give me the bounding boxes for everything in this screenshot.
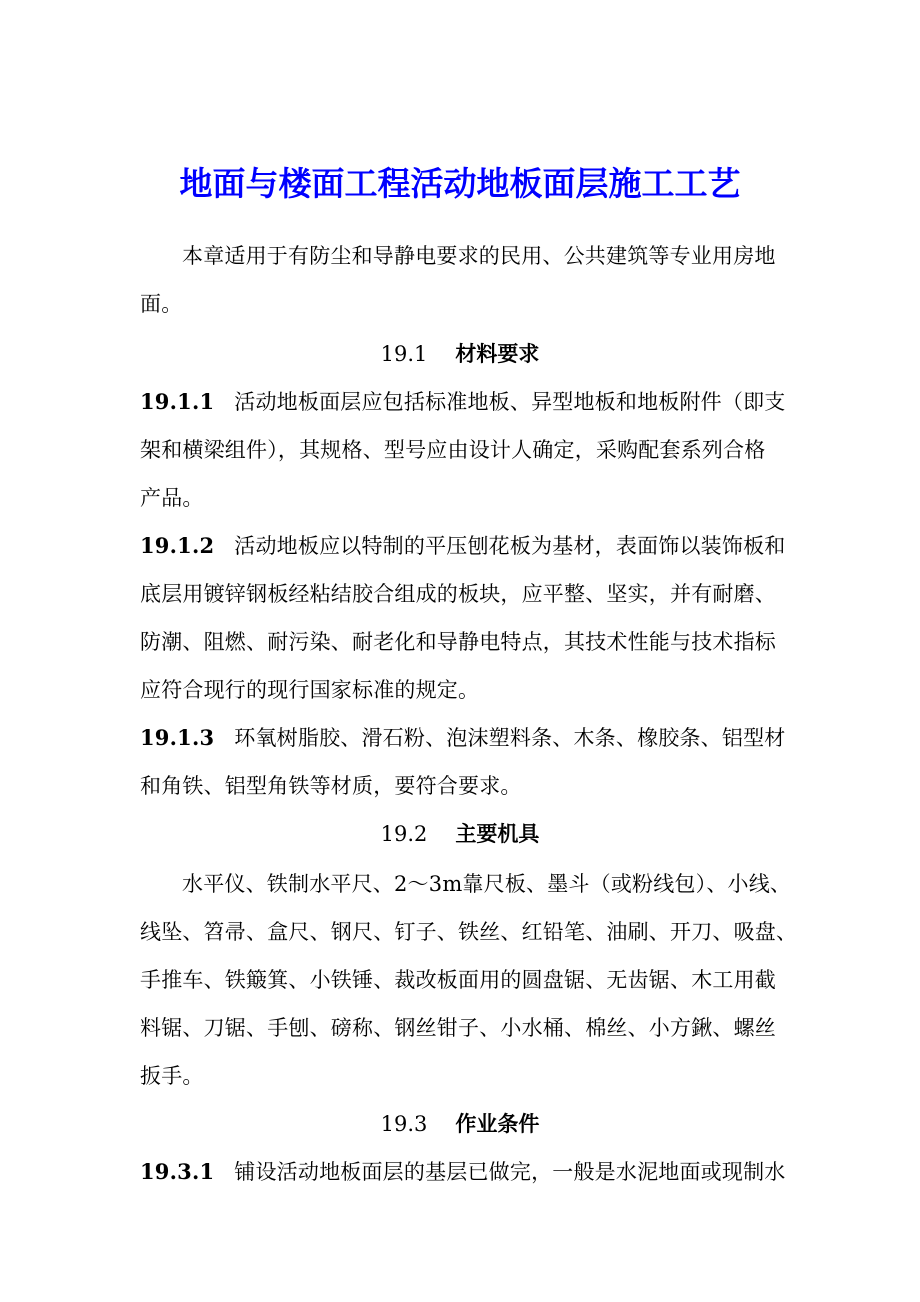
clause-number: 19.1.2 <box>140 533 215 558</box>
section-title: 材料要求 <box>455 341 540 366</box>
tools-line: 水平仪、铁制水平尺、2～3m靠尺板、墨斗（或粉线包）、小线、 <box>182 872 792 896</box>
tools-paragraph <box>140 860 798 1100</box>
tools-line: 手推车、铁簸箕、小铁锤、裁改板面用的圆盘锯、无齿锯、木工用截 <box>140 968 776 992</box>
clause-19-3-1 <box>140 1148 792 1196</box>
clause-line: 和角铁、铝型角铁等材质，要符合要求。 <box>140 774 522 798</box>
tools-line: 线坠、笤帚、盒尺、钢尺、钉子、铁丝、红铅笔、油刷、开刀、吸盘、 <box>140 920 798 944</box>
tools-line: 扳手。 <box>140 1064 204 1088</box>
document-title: 地面与楼面工程活动地板面层施工工艺 <box>179 164 741 203</box>
intro-line: 面。 <box>140 292 183 316</box>
clause-19-1-3 <box>140 714 792 810</box>
clause-line: 19.1.2 活动地板应以特制的平压刨花板为基材，表面饰以装饰板和 <box>140 522 792 570</box>
clause-19-1-1 <box>140 378 792 522</box>
section-title: 主要机具 <box>455 821 540 846</box>
clause-line: 防潮、阻燃、耐污染、耐老化和导静电特点，其技术性能与技术指标 <box>140 630 776 654</box>
intro-paragraph <box>140 232 792 328</box>
clause-number: 19.1.1 <box>140 389 215 414</box>
section-number: 19.1 <box>380 342 428 366</box>
clause-number: 19.1.3 <box>140 725 215 750</box>
clause-number: 19.3.1 <box>140 1159 215 1184</box>
clause-line: 产品。 <box>140 486 204 510</box>
clause-line: 19.1.3 环氧树脂胶、滑石粉、泡沫塑料条、木条、橡胶条、铝型材 <box>140 714 792 762</box>
clause-line: 架和横梁组件），其规格、型号应由设计人确定，采购配套系列合格 <box>140 438 766 462</box>
clause-line: 底层用镀锌钢板经粘结胶合组成的板块，应平整、坚实，并有耐磨、 <box>140 582 776 606</box>
clause-line: 应符合现行的现行国家标准的规定。 <box>140 678 480 702</box>
clause-19-1-2 <box>140 522 792 714</box>
clause-line: 19.1.1 活动地板面层应包括标准地板、异型地板和地板附件（即支 <box>140 378 792 426</box>
section-title: 作业条件 <box>455 1111 540 1136</box>
section-number: 19.3 <box>380 1112 428 1136</box>
tools-line: 料锯、刀锯、手刨、磅称、钢丝钳子、小水桶、棉丝、小方鍬、螺丝 <box>140 1016 776 1040</box>
clause-line: 19.3.1 铺设活动地板面层的基层已做完，一般是水泥地面或现制水 <box>140 1148 792 1196</box>
intro-line: 本章适用于有防尘和导静电要求的民用、公共建筑等专业用房地 <box>182 244 776 268</box>
section-number: 19.2 <box>380 822 428 846</box>
section-heading-19-3 <box>0 1100 920 1148</box>
section-heading-19-2 <box>0 810 920 858</box>
section-heading-19-1 <box>0 330 920 378</box>
